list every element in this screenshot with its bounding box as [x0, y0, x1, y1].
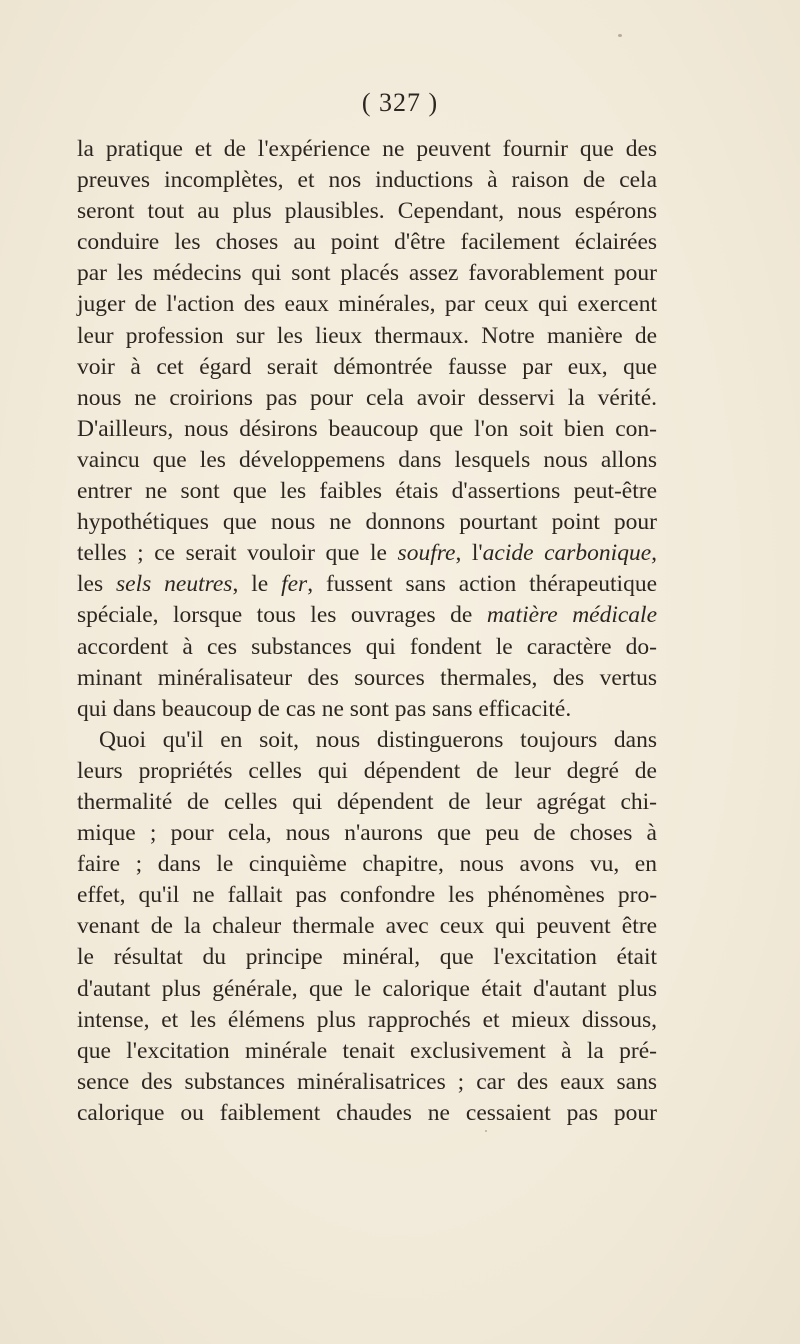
text-line: [77, 476, 657, 507]
italic-term: sels neutres: [116, 571, 233, 598]
line-text: juger de l'action des eaux minérales, par ceux qui exercent: [77, 291, 657, 318]
line-text: calorique ou faiblement chaudes ne cessaient pas pour: [77, 1099, 657, 1126]
line-segment: [77, 569, 657, 600]
line-text: hypothétiques que nous ne donnons pourtant point pour: [77, 509, 658, 536]
text-line: [77, 165, 657, 196]
line-text: conduire les choses au point d'être facilement éclairées: [77, 229, 658, 256]
text-line: [77, 911, 657, 942]
line-text: d'autant plus générale, que le calorique était d'autant plus: [77, 975, 657, 1002]
line-text: entrer ne sont que les faibles étais d'assertions peut-être: [77, 478, 658, 505]
line-text: minant minéralisateur des sources thermales, des vertus: [77, 664, 658, 691]
line-text: seront tout au plus plausibles. Cependant, nous espérons: [77, 198, 658, 225]
line-text: leur profession sur les lieux thermaux. Notre manière de: [77, 322, 658, 349]
text-line: [77, 227, 657, 258]
text-line: [77, 352, 657, 383]
text-line: [77, 663, 657, 694]
line-text: , l': [455, 540, 483, 567]
line-text: preuves incomplètes, et nos inductions à raison de cela: [77, 167, 658, 194]
text-line: [77, 445, 657, 476]
text-line: [77, 196, 657, 227]
text-line: [77, 383, 657, 414]
text-line: [77, 134, 657, 165]
text-line: [77, 1067, 657, 1098]
text-line: [77, 725, 657, 756]
line-text: que l'excitation minérale tenait exclusivement à la pré-: [77, 1037, 657, 1064]
line-text: la pratique et de l'expérience ne peuvent fournir que des: [77, 136, 658, 162]
text-line: [77, 756, 657, 787]
line-text: , fussent sans action thérapeutique: [307, 571, 658, 598]
italic-term: acide carbonique: [482, 540, 652, 567]
text-line: [77, 569, 657, 600]
italic-term: fer: [281, 571, 308, 598]
paper-speck: [618, 34, 622, 37]
body-text: [77, 134, 657, 1129]
line-text: effet, qu'il ne fallait pas confondre les phénomènes pro-: [77, 882, 658, 909]
text-line: [77, 974, 657, 1005]
italic-term: matière médicale: [486, 602, 658, 629]
line-text: par les médecins qui sont placés assez favorablement pour: [77, 260, 657, 287]
text-line: [77, 538, 657, 569]
line-text: faire ; dans le cinquième chapitre, nous avons vu, en: [77, 851, 657, 878]
line-text: sence des substances minéralisatrices ; car des eaux sans: [77, 1068, 657, 1095]
text-line: [77, 849, 657, 880]
text-line: [77, 880, 657, 911]
text-line: [77, 632, 657, 663]
text-line: [77, 787, 657, 818]
text-line: [77, 321, 657, 352]
line-text: thermalité de celles qui dépendent de leur agrégat chi-: [77, 788, 657, 815]
line-text: nous ne croirions pas pour cela avoir desservi la vérité.: [77, 384, 658, 411]
line-text: , le: [232, 571, 282, 598]
line-text: spéciale, lorsque tous les ouvrages de: [77, 602, 487, 629]
text-line: [77, 694, 657, 725]
paper-speck: [485, 1130, 487, 1132]
line-text: voir à cet égard serait démontrée fausse par eux, que: [77, 353, 658, 380]
line-segment: [77, 538, 657, 569]
text-line: [77, 258, 657, 289]
line-text: D'ailleurs, nous désirons beaucoup que l'on soit bien con-: [77, 415, 657, 442]
text-line: [77, 942, 657, 973]
text-line: [77, 600, 657, 631]
text-line: [77, 1098, 657, 1129]
page-number: ( 327 ): [361, 88, 439, 117]
line-text: les: [77, 571, 116, 598]
text-line: [77, 1005, 657, 1036]
line-text: leurs propriétés celles qui dépendent de leur degré de: [77, 757, 657, 784]
line-text: intense, et les élémens plus rapprochés et mieux dissous,: [77, 1006, 657, 1033]
line-text: telles ; ce serait vouloir que le: [77, 540, 398, 567]
text-line: [77, 289, 657, 320]
line-text: le résultat du principe minéral, que l'excitation était: [77, 944, 658, 971]
line-text: qui dans beaucoup de cas ne sont pas sans efficacité.: [77, 695, 572, 722]
text-line: [77, 507, 657, 538]
line-segment: [77, 600, 657, 631]
line-text: venant de la chaleur thermale avec ceux qui peuvent être: [77, 913, 658, 940]
text-line: [77, 1036, 657, 1067]
line-text: Quoi qu'il en soit, nous distinguerons toujours dans: [99, 726, 658, 753]
line-text: mique ; pour cela, nous n'aurons que peu de choses à: [77, 820, 657, 847]
text-line: [77, 414, 657, 445]
line-text: vaincu que les développemens dans lesquels nous allons: [77, 446, 657, 473]
italic-term: soufre: [397, 540, 456, 567]
line-text: accordent à ces substances qui fondent le caractère do-: [77, 633, 657, 660]
line-text: ,: [651, 540, 657, 567]
text-line: [77, 818, 657, 849]
